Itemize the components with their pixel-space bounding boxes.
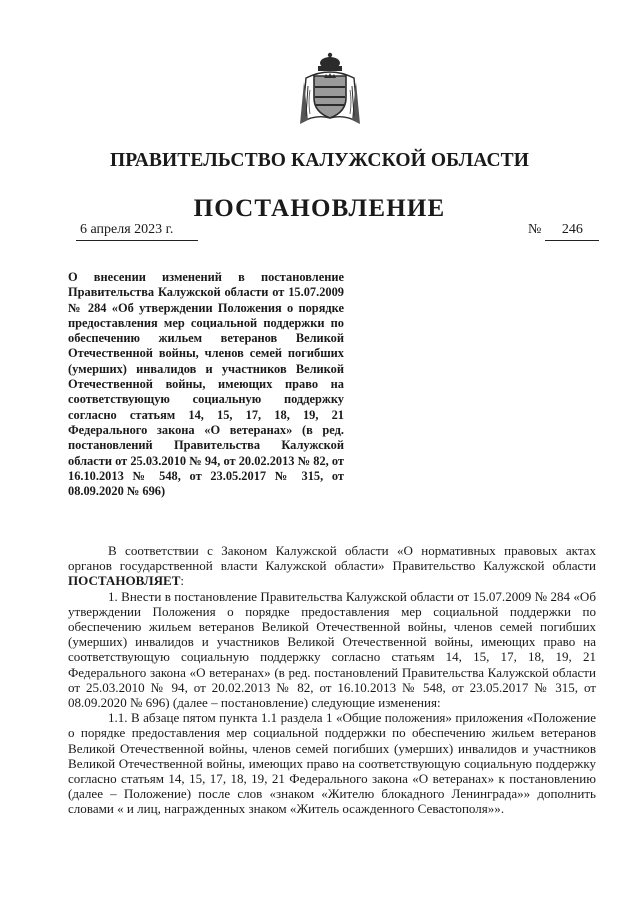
number-sign: № [528, 222, 542, 237]
paragraph-item-1: 1. Внести в постановление Правительства Калужской области от 15.07.2009 № 284 «Об утверждении Положения о порядке предоставления мер социальной поддержки по обеспечению жильем ветеранов Великой Отечественной войны, членов семей погибших (умерших) инвалидов и участников Великой Отечественной войны, имеющих право на соответствующую социальную поддержку согласно статьям 14, 15, 17, 18, 19, 21 Федерального закона «О ветеранах» (в ред. постановлений Правительства Калужской области от 25.03.2010 № 94, от 20.02.2013 № 82, от 16.10.2013 № 548, от 23.05.2017 № 315, от 08.09.2020 № 696) (далее – постановление) следующие изменения: [68, 588, 596, 711]
paragraph-preamble [68, 543, 596, 589]
preamble-text: В соответствии с Законом Калужской области «О нормативных правовых актах органов государственной власти Калужской области» Правительство Калужской области [68, 543, 596, 574]
document-type: ПОСТАНОВЛЕНИЕ [193, 195, 446, 222]
document-subject: О внесении изменений в постановление Правительства Калужской области от 15.07.2009 № 284 «Об утверждении Положения о порядке предоставления мер социальной поддержки по обеспечению жильем ветеранов Великой Отечественной войны, членов семей погибших (умерших) инвалидов и участников Великой Отечественной войны, имеющих право на соответствующую социальную поддержку согласно статьям 14, 15, 17, 18, 19, 21 Федерального закона «О ветеранах» (в ред. постановлений Правительства Калужской области от 25.03.2010 № 94, от 20.02.2013 № 82, от 16.10.2013 № 548, от 23.05.2017 № 315, от 08.09.2020 № 696) [68, 270, 344, 499]
preamble-colon: : [180, 573, 185, 589]
document-number [528, 222, 599, 241]
number-value: 246 [545, 222, 599, 241]
document-body [68, 543, 596, 817]
kaluga-coat-of-arms-icon [296, 52, 364, 130]
paragraph-item-1-1: 1.1. В абзаце пятом пункта 1.1 раздела 1 «Общие положения» приложения «Положение о порядке предоставления мер социальной поддержки по обеспечению жильем ветеранов Великой Отечественной войны, членов семей погибших (умерших) инвалидов и участников Великой Отечественной войны, имеющих право на соответствующую социальную поддержку согласно статьям 14, 15, 17, 18, 19, 21 Федерального закона «О ветеранах» к постановлению (далее – Положение) после слов «знаком «Жителю блокадного Ленинграда»» дополнить словами « и лиц, награжденных знаком «Житель осажденного Севастополя»». [68, 710, 596, 817]
document-date: 6 апреля 2023 г. [76, 222, 198, 241]
organization-title: ПРАВИТЕЛЬСТВО КАЛУЖСКОЙ ОБЛАСТИ [109, 150, 530, 171]
resolves-word: ПОСТАНОВЛЯЕТ [68, 573, 181, 589]
